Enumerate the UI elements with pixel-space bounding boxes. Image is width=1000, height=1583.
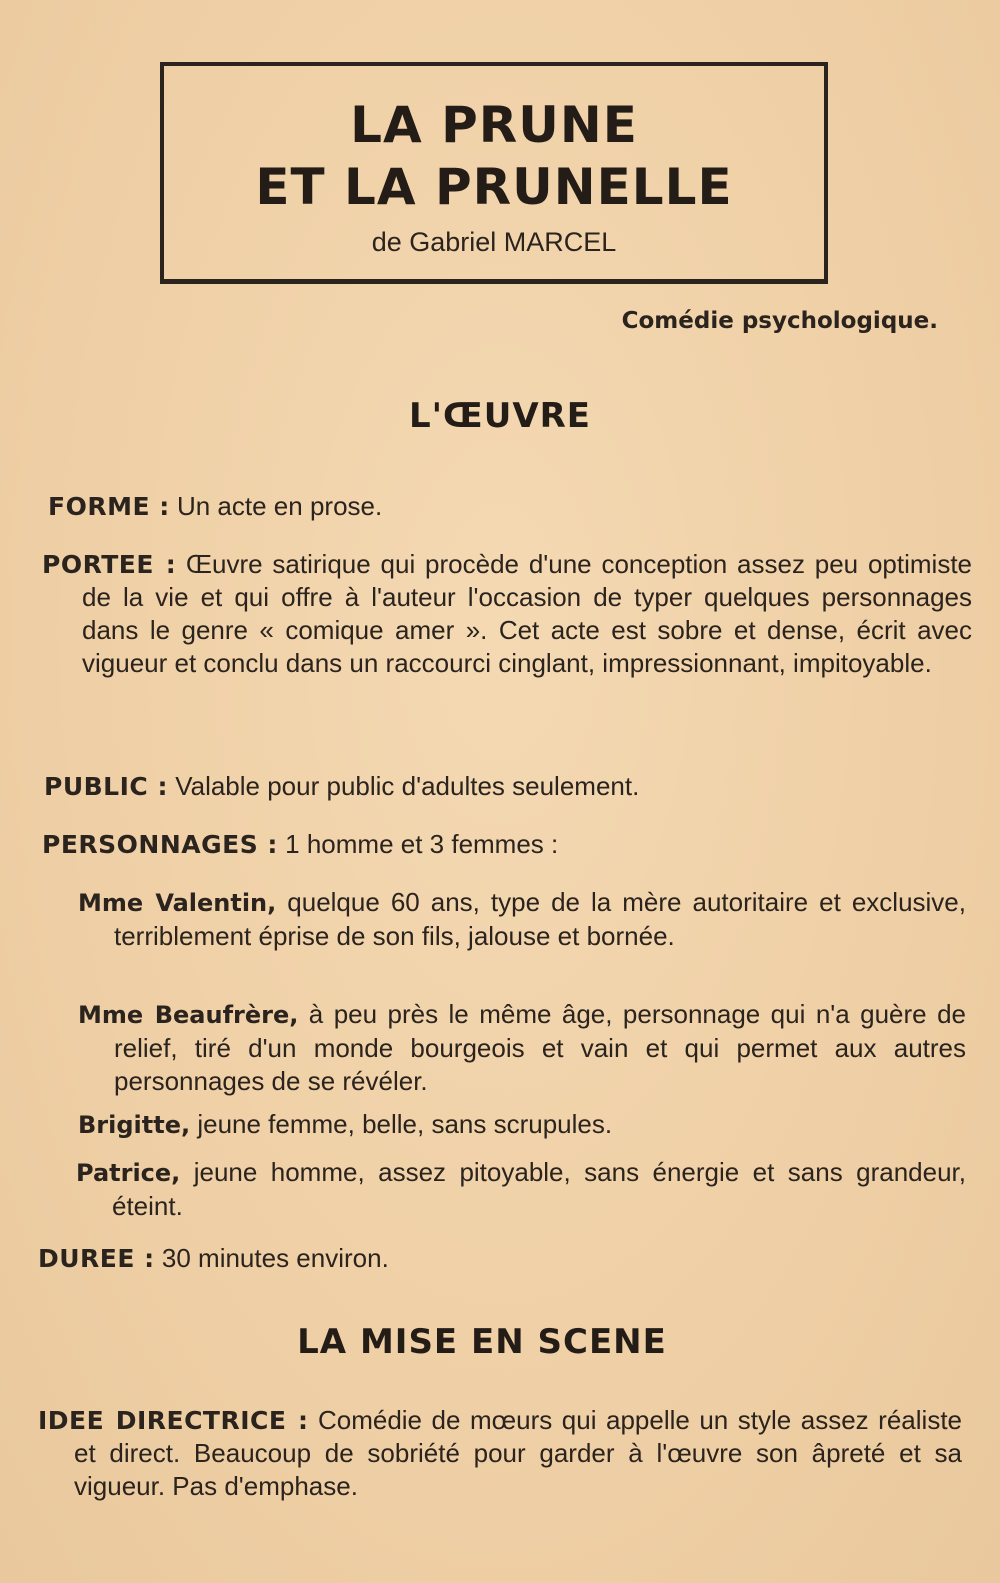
character-name: Brigitte, <box>78 1111 191 1139</box>
entry-text: Valable pour public d'adultes seulement. <box>167 771 640 801</box>
entry-duree <box>38 1242 918 1275</box>
entry-text: Comédie de mœurs qui appelle un style assez réaliste et direct. Beaucoup de sobriété pour garder à l'œuvre son âpreté et sa vigueur. Pas d'emphase. <box>74 1405 962 1501</box>
entry-idee-directrice <box>38 1404 962 1503</box>
entry-label: IDEE DIRECTRICE : <box>38 1406 309 1435</box>
entry-text: 30 minutes environ. <box>154 1243 389 1273</box>
entry-forme <box>48 490 928 523</box>
character-description: à peu près le même âge, personnage qui n'a guère de relief, tiré d'un monde bourgeois et vain et qui permet aux autres personnages de se révéler. <box>114 999 966 1096</box>
entry-portee <box>42 548 972 680</box>
entry-public <box>44 770 924 803</box>
character-name: Mme Beaufrère, <box>78 1001 299 1029</box>
character-name: Patrice, <box>76 1159 181 1187</box>
character-entry <box>78 886 966 953</box>
entry-text: Un acte en prose. <box>169 491 383 521</box>
title-line-1: LA PRUNE <box>350 96 638 154</box>
character-description: jeune femme, belle, sans scrupules. <box>190 1109 613 1139</box>
section-heading-oeuvre: L'ŒUVRE <box>408 396 592 436</box>
entry-text: Œuvre satirique qui procède d'une conception assez peu optimiste de la vie et qui offre à l'auteur l'occasion de typer quelques personnages dans le genre « comique amer ». Cet acte est sobre et dense, écrit avec vigueur et conclu dans un raccourci cinglant, impressionnant, impitoyable. <box>82 549 972 678</box>
character-entry <box>76 1156 966 1223</box>
entry-label: PERSONNAGES : <box>42 830 278 859</box>
title-box <box>160 62 828 284</box>
title-line-2: ET LA PRUNELLE <box>255 158 733 216</box>
character-entry <box>78 998 966 1098</box>
entry-label: PUBLIC : <box>44 772 168 801</box>
author-line: de Gabriel MARCEL <box>371 227 617 257</box>
entry-label: FORME : <box>48 492 170 521</box>
entry-text: 1 homme et 3 femmes : <box>277 829 559 859</box>
entry-label: PORTEE : <box>42 550 177 579</box>
section-heading-mise-en-scene: LA MISE EN SCENE <box>297 1322 667 1362</box>
entry-label: DUREE : <box>38 1244 155 1273</box>
character-name: Mme Valentin, <box>78 889 277 917</box>
character-description: quelque 60 ans, type de la mère autoritaire et exclusive, terriblement éprise de son fils, jalouse et bornée. <box>114 887 966 951</box>
character-entry <box>78 1108 966 1142</box>
entry-personnages <box>42 828 922 861</box>
character-description: jeune homme, assez pitoyable, sans énergie et sans grandeur, éteint. <box>112 1157 966 1221</box>
genre-label: Comédie psychologique. <box>621 308 938 334</box>
